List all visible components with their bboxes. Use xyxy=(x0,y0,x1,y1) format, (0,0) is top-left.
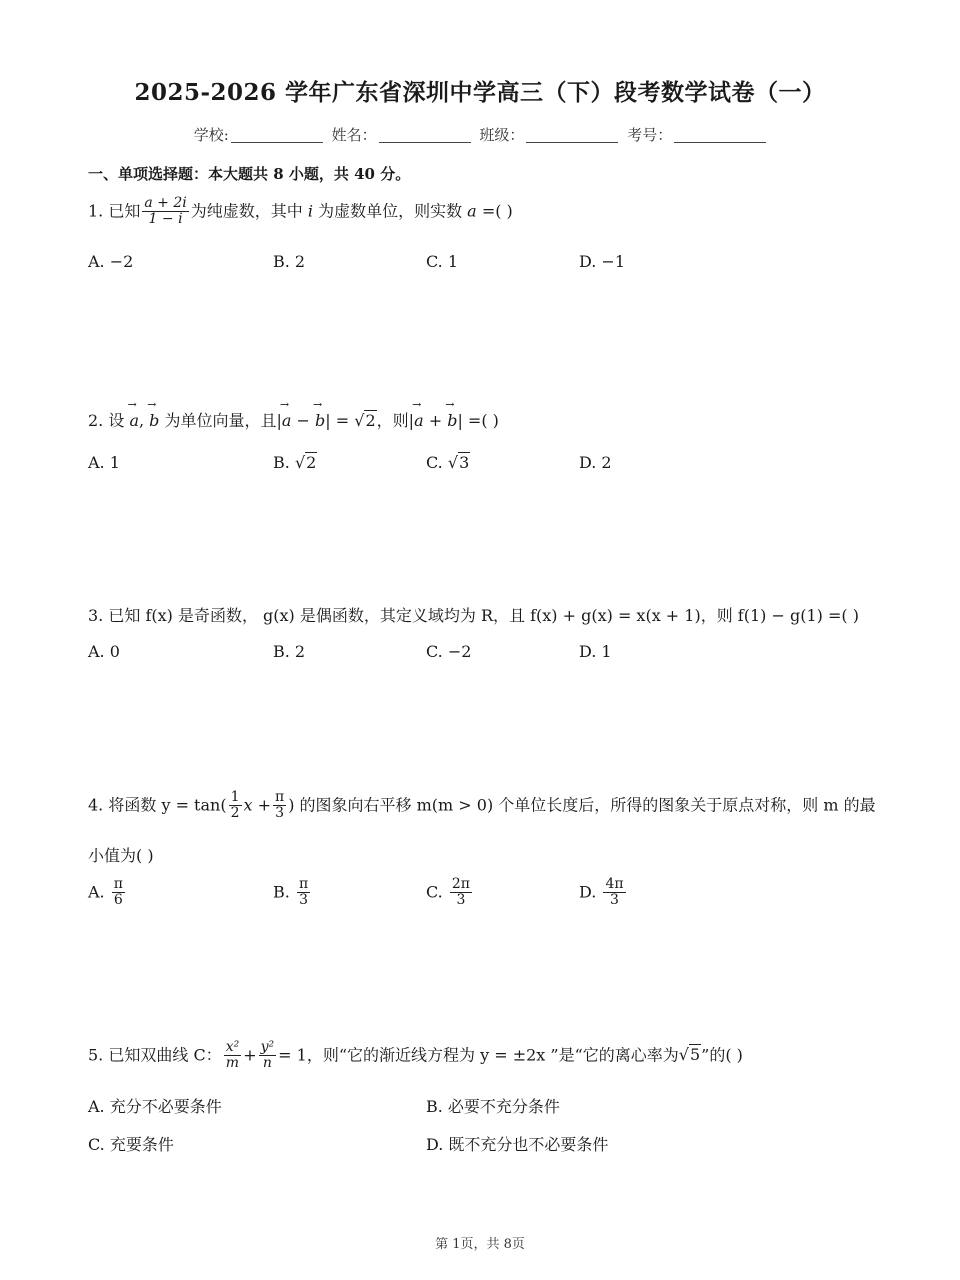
q4-option-b-label: B. xyxy=(273,882,290,902)
q2-minus: − xyxy=(291,411,316,430)
student-info-line xyxy=(0,124,960,145)
q2-option-c-sqrt: √3 xyxy=(447,453,470,472)
q1-text-c: =( ) xyxy=(481,201,513,221)
class-label: 班级： xyxy=(479,126,525,144)
question-5 xyxy=(88,1040,743,1072)
q4-option-d[interactable] xyxy=(579,877,628,909)
q1-option-a[interactable]: A. −2 xyxy=(88,252,134,271)
q2-abs-open-2: | xyxy=(408,411,415,430)
page-title: 2025-2026 学年广东省深圳中学高三（下）段考数学试卷（一） xyxy=(134,79,826,106)
name-label: 姓名： xyxy=(331,126,377,144)
q2-plus: + xyxy=(423,411,448,430)
q2-sqrt-2-radicand: 2 xyxy=(365,411,376,430)
q2-option-c-radicand: 3 xyxy=(459,453,470,472)
q4-option-c[interactable] xyxy=(426,877,474,909)
q4-line-2: 小值为( ) xyxy=(88,846,154,865)
q2-option-c[interactable] xyxy=(426,453,470,472)
q4-option-a-fraction xyxy=(112,877,125,909)
q3-option-d[interactable]: D. 1 xyxy=(579,642,612,661)
q4-fraction-half xyxy=(229,790,242,822)
q1-fraction xyxy=(142,196,188,228)
q1-text-a: 为纯虚数，其中 xyxy=(190,201,303,221)
q3-option-c[interactable]: C. −2 xyxy=(426,642,472,661)
q5-option-c[interactable]: C. 充要条件 xyxy=(88,1135,174,1154)
q2-option-d[interactable]: D. 2 xyxy=(579,453,612,472)
q1-option-d[interactable]: D. −1 xyxy=(579,252,626,271)
q2-vector-a: → a xyxy=(129,411,139,430)
school-blank xyxy=(231,128,323,143)
q2-vector-a-3: → a xyxy=(414,411,424,430)
q2-prefix: 2. 设 xyxy=(88,411,125,430)
q5-prefix: 5. 已知双曲线 C： xyxy=(88,1045,222,1065)
question-4 xyxy=(88,790,876,822)
name-blank xyxy=(379,128,471,143)
q4-option-c-den: 3 xyxy=(456,892,466,909)
q2-option-a[interactable]: A. 1 xyxy=(88,453,120,472)
question-1 xyxy=(88,196,513,228)
q4-option-b-den: 3 xyxy=(299,892,308,909)
q4-option-d-den: 3 xyxy=(610,892,619,909)
q1-frac-num: a + 2i xyxy=(144,195,187,211)
q5-sqrt-5: √5 xyxy=(678,1045,701,1065)
q1-option-c[interactable]: C. 1 xyxy=(426,252,459,271)
question-3: 3. 已知 f(x) 是奇函数， g(x) 是偶函数，其定义域均为 R，且 f(x) + g(x) = x(x + 1)，则 f(1) − g(1) =( ) xyxy=(88,606,859,625)
exam-number-label: 考号： xyxy=(627,126,673,144)
exam-number-blank xyxy=(674,128,766,143)
q4-fraction-pi3 xyxy=(273,790,286,822)
page-footer: 第 1页，共 8页 xyxy=(435,1237,525,1252)
q4-option-d-label: D. xyxy=(579,882,597,902)
q2-option-b-radicand: 2 xyxy=(306,453,317,472)
q5-f2-den: n xyxy=(262,1055,272,1072)
q1-frac-den: 1 − i xyxy=(148,211,183,228)
school-label: 学校: xyxy=(193,126,229,144)
q4-option-a-den: 6 xyxy=(113,892,123,909)
q2-abs-open: | xyxy=(276,411,282,430)
q5-text-a: = 1，则“它的渐近线方程为 y = ±2x ”是“它的离心率为 xyxy=(278,1045,679,1065)
q4-mid: x + xyxy=(243,795,272,815)
q4-suffix: ) 的图象向右平移 m(m > 0) 个单位长度后，所得的图象关于原点对称，则 m 的最 xyxy=(288,795,876,815)
q1-text-b: 为虚数单位，则实数 xyxy=(318,201,463,221)
q1-prefix: 1. 已知 xyxy=(88,201,141,221)
q4-option-a-label: A. xyxy=(88,882,105,902)
q5-text-b: ”的( ) xyxy=(701,1045,743,1065)
q5-plus: + xyxy=(243,1045,257,1065)
q4-option-d-fraction xyxy=(603,877,625,909)
q4-prefix: 4. 将函数 y = tan( xyxy=(88,795,227,815)
q5-f2-num: y² xyxy=(260,1039,275,1055)
q2-vector-b-2: → b xyxy=(315,411,325,430)
q4-option-b-num: π xyxy=(298,876,309,892)
question-2: 2. 设 → a, → b 为单位向量，且|→ a − → b| = √2，则|→ a + → b| =( ) xyxy=(88,408,499,431)
q4-option-b-fraction xyxy=(297,877,310,909)
q5-option-a[interactable]: A. 充分不必要条件 xyxy=(88,1097,222,1116)
q2-option-b[interactable] xyxy=(273,453,317,472)
q4-option-a-num: π xyxy=(113,876,123,892)
q2-vector-b-3: → b xyxy=(447,411,457,430)
q4-option-a[interactable] xyxy=(88,877,127,909)
q2-vector-b: → b xyxy=(149,411,159,430)
q5-option-d[interactable]: D. 既不充分也不必要条件 xyxy=(426,1135,609,1154)
q5-fraction-y xyxy=(259,1040,277,1072)
class-blank xyxy=(526,128,618,143)
q1-var-a: a xyxy=(467,201,477,221)
q3-option-b[interactable]: B. 2 xyxy=(273,642,306,661)
q1-var-i: i xyxy=(307,201,313,221)
q4-option-c-label: C. xyxy=(426,882,443,902)
q4-option-b[interactable] xyxy=(273,877,312,909)
q2-abs-close: | = xyxy=(325,411,355,430)
q2-text-b: ，则 xyxy=(376,411,409,430)
q5-f1-num: x² xyxy=(225,1039,240,1055)
q5-option-b[interactable]: B. 必要不充分条件 xyxy=(426,1097,560,1116)
q4-option-c-fraction xyxy=(450,877,472,909)
q2-option-b-label: B. xyxy=(273,453,290,472)
q4-frac-num: 1 xyxy=(230,789,240,805)
q2-option-c-label: C. xyxy=(426,453,443,472)
q2-sqrt-2: √2 xyxy=(354,411,376,430)
q1-option-b[interactable]: B. 2 xyxy=(273,252,306,271)
q3-option-a[interactable]: A. 0 xyxy=(88,642,120,661)
q2-option-b-sqrt: √2 xyxy=(294,453,317,472)
q4-frac-den: 2 xyxy=(230,805,240,822)
q2-text-a: 为单位向量，且 xyxy=(164,411,277,430)
q4-frac2-num: π xyxy=(275,789,285,805)
q4-option-c-num: 2π xyxy=(451,876,470,892)
q5-fraction-x xyxy=(224,1040,242,1072)
q5-f1-den: m xyxy=(225,1055,240,1072)
section-heading: 一、单项选择题：本大题共 8 小题，共 40 分。 xyxy=(88,165,411,183)
q4-frac2-den: 3 xyxy=(275,805,285,822)
q5-sqrt-5-radicand: 5 xyxy=(689,1045,701,1065)
q2-text-c: | =( ) xyxy=(457,411,499,430)
q2-vector-a-2: → a xyxy=(282,411,292,430)
q4-option-d-num: 4π xyxy=(605,876,624,892)
